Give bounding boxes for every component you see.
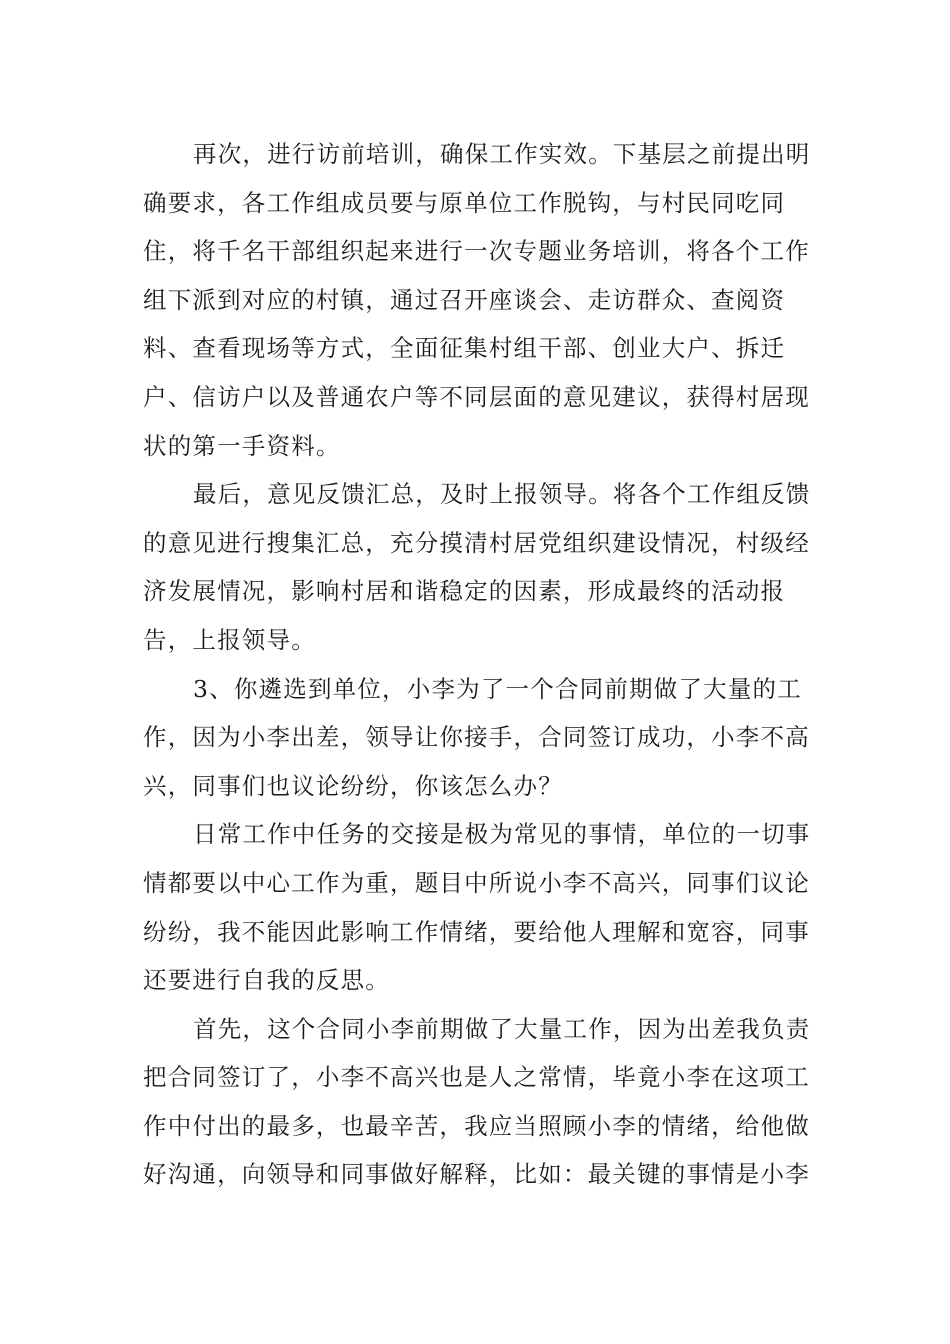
- paragraph-feedback-summary: [143, 470, 811, 664]
- paragraph-question-3: [143, 665, 810, 811]
- text-line: 户、信访户以及普通农户等不同层面的意见建议，获得村居现: [143, 382, 810, 411]
- paragraph-answer-intro: [143, 810, 811, 1004]
- text-line: 济发展情况，影响村居和谐稳定的因素，形成最终的活动报: [143, 577, 786, 606]
- text-line: 告，上报领导。: [143, 625, 316, 654]
- text-line: 好沟通，向领导和同事做好解释，比如：最关键的事情是小李: [143, 1160, 810, 1189]
- text-line: 状的第一手资料。: [143, 431, 341, 460]
- document-body: [143, 130, 811, 1199]
- text-line: 料、查看现场等方式，全面征集村组干部、创业大户、拆迁: [143, 334, 786, 363]
- text-line: 还要进行自我的反思。: [143, 966, 390, 995]
- text-line: 3、你遴选到单位，小李为了一个合同前期做了大量的工: [193, 674, 802, 703]
- text-line: 最后，意见反馈汇总，及时上报领导。将各个工作组反馈: [193, 480, 811, 509]
- text-line: 的意见进行搜集汇总，充分摸清村居党组织建设情况，村级经: [143, 528, 810, 557]
- text-line: 住，将千名干部组织起来进行一次专题业务培训，将各个工作: [143, 237, 810, 266]
- text-line: 纷纷，我不能因此影响工作情绪，要给他人理解和宽容，同事: [143, 917, 810, 946]
- text-line: 兴，同事们也议论纷纷，你该怎么办？: [143, 771, 563, 800]
- text-line: 日常工作中任务的交接是极为常见的事情，单位的一切事: [193, 820, 811, 849]
- paragraph-access-training: [143, 130, 811, 470]
- text-line: 确要求，各工作组成员要与原单位工作脱钩，与村民同吃同: [143, 188, 786, 217]
- paragraph-answer-first: [143, 1005, 811, 1199]
- text-line: 再次，进行访前培训，确保工作实效。下基层之前提出明: [193, 140, 811, 168]
- text-line: 把合同签订了，小李不高兴也是人之常情，毕竟小李在这项工: [143, 1063, 810, 1092]
- text-line: 作中付出的最多，也最辛苦，我应当照顾小李的情绪，给他做: [143, 1111, 810, 1140]
- text-line: 情都要以中心工作为重，题目中所说小李不高兴，同事们议论: [143, 868, 810, 897]
- text-line: 作，因为小李出差，领导让你接手，合同签订成功，小李不高: [143, 723, 810, 752]
- text-line: 首先，这个合同小李前期做了大量工作，因为出差我负责: [193, 1014, 811, 1043]
- text-line: 组下派到对应的村镇，通过召开座谈会、走访群众、查阅资: [143, 285, 786, 314]
